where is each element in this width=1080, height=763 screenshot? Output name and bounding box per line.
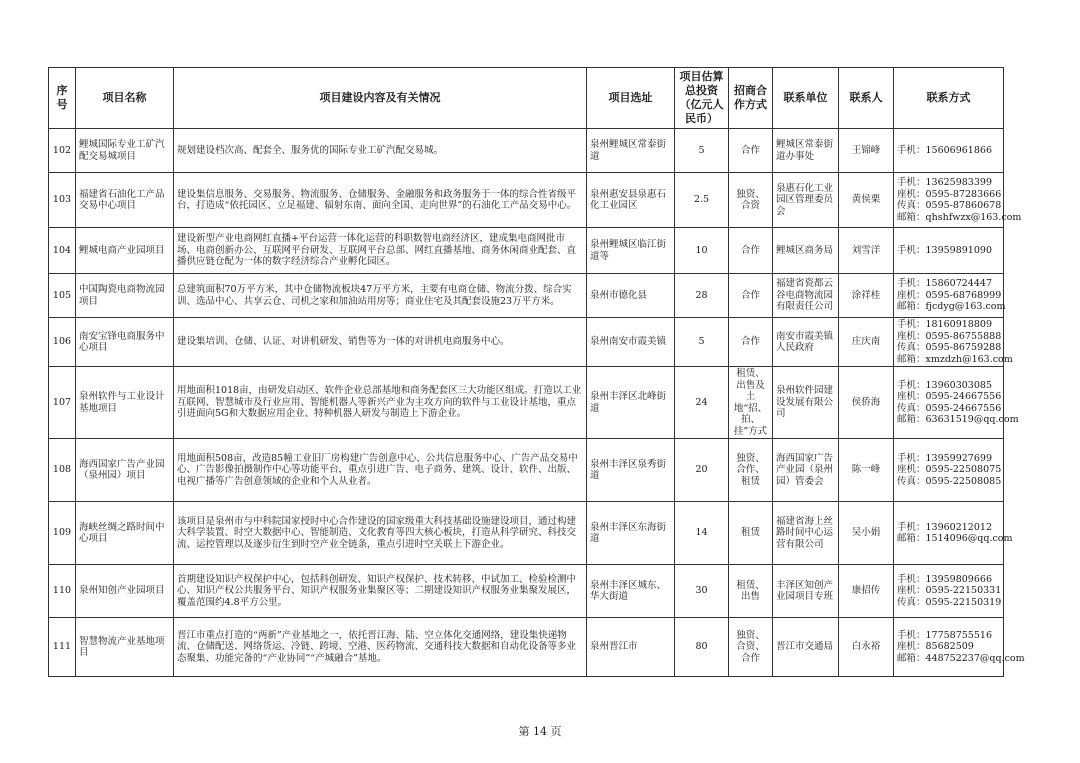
contact-cell bbox=[894, 318, 1013, 367]
contact-line: 座机：0595-86755888 bbox=[897, 330, 1002, 342]
table-header-row bbox=[49, 68, 1004, 129]
contact-line: 手机：15860724447 bbox=[897, 278, 992, 290]
header-person: 联系人 bbox=[839, 68, 894, 129]
contact-line: 传真：0595-22150319 bbox=[897, 596, 1002, 608]
header-content: 项目建设内容及有关情况 bbox=[174, 68, 587, 129]
name-cell: 海峡丝绸之路时间中心项目 bbox=[76, 502, 174, 565]
table-row bbox=[49, 502, 1004, 565]
location-cell: 泉州丰泽区北峰街道 bbox=[587, 367, 675, 439]
name-cell: 海西国家广告产业园（泉州园）项目 bbox=[76, 439, 174, 502]
investment-cell: 30 bbox=[675, 565, 729, 618]
contact-line: 手机：13959809666 bbox=[897, 573, 992, 585]
person-cell: 白永裕 bbox=[839, 618, 894, 677]
person-cell: 涂祥桂 bbox=[839, 274, 894, 318]
contact-line: 邮箱：xmzdzh@163.com bbox=[897, 353, 1013, 365]
content-cell: 总建筑面积70万平方米，其中仓储物流板块47万平方米，主要有电商仓储、物流分拨、综合实训、选品中心、共享云仓、司机之家和加油站用房等；商业住宅及其配套设施23万平方米。 bbox=[174, 274, 587, 318]
page-number: 第 14 页 bbox=[518, 725, 562, 738]
seq-cell: 111 bbox=[49, 618, 76, 677]
mode-cell: 合作 bbox=[729, 129, 773, 173]
contact-cell bbox=[894, 129, 1004, 173]
header-mode: 招商合作方式 bbox=[729, 68, 773, 129]
contact-line: 座机：0595-87283666 bbox=[897, 188, 1002, 200]
contact-line: 传真：0595-24667556 bbox=[897, 402, 1002, 414]
person-cell: 王锦峰 bbox=[839, 129, 894, 173]
header-investment: 项目估算总投资（亿元人民币） bbox=[675, 68, 729, 129]
name-cell: 泉州软件与工业设计基地项目 bbox=[76, 367, 174, 439]
person-cell: 吴小娟 bbox=[839, 502, 894, 565]
location-cell: 泉州鲤城区临江街道等 bbox=[587, 228, 675, 274]
name-cell: 智慧物流产业基地项目 bbox=[76, 618, 174, 677]
location-cell: 泉州惠安县泉惠石化工业园区 bbox=[587, 173, 675, 228]
contact-line: 座机：0595-24667556 bbox=[897, 391, 1002, 402]
table-row bbox=[49, 274, 1004, 318]
contact-line: 手机：17758755516 bbox=[897, 629, 992, 641]
contact-line: 座机：0595-22508075 bbox=[897, 464, 1002, 476]
content-cell: 用地面积508亩，改造85幢工业旧厂房构建广告创意中心、公共信息服务中心、广告产品交易中心、广告影像拍摄制作中心等功能平台，重点引进广告、电子商务、建筑、设计、软件、出版、电视广播等广告创意领域的企业和个人从业者。 bbox=[174, 439, 587, 502]
investment-cell: 10 bbox=[675, 228, 729, 274]
person-cell: 刘雪洋 bbox=[839, 228, 894, 274]
unit-cell: 鲤城区商务局 bbox=[773, 228, 839, 274]
seq-cell: 102 bbox=[49, 129, 76, 173]
contact-line: 手机：13625983399 bbox=[897, 177, 992, 188]
location-cell: 泉州市德化县 bbox=[587, 274, 675, 318]
mode-cell: 合作 bbox=[729, 274, 773, 318]
contact-cell bbox=[894, 502, 1013, 565]
mode-cell: 租赁 bbox=[729, 502, 773, 565]
unit-cell: 海西国家广告产业园（泉州园）管委会 bbox=[773, 439, 839, 502]
contact-line: 邮箱：448752237@qq.com bbox=[897, 652, 1025, 664]
content-cell: 建设集培训、仓储、认证、对讲机研发、销售等为一体的对讲机电商服务中心。 bbox=[174, 318, 587, 367]
contact-cell bbox=[894, 228, 1004, 274]
person-cell: 康招传 bbox=[839, 565, 894, 618]
contact-cell bbox=[894, 367, 1019, 439]
content-cell: 建设集信息服务、交易服务、物流服务、仓储服务、金融服务和政务服务于一体的综合性省级平台，打造成“依托园区、立足福建、辐射东南、面向全国、走向世界”的石油化工产品交易中心。 bbox=[174, 173, 587, 228]
header-contact: 联系方式 bbox=[894, 68, 1004, 129]
header-location: 项目选址 bbox=[587, 68, 675, 129]
content-cell: 晋江市重点打造的“两新”产业基地之一，依托晋江海、陆、空立体化交通网络，建设集快递物流、仓储配送、网络货运、冷链、跨境、空港、医药物流、交通科技大数据和自动化设备等多业态聚集、功能完备的“产业协同”“产城融合”基地。 bbox=[174, 618, 587, 677]
table-row bbox=[49, 367, 1004, 439]
content-cell: 该项目是泉州市与中科院国家授时中心合作建设的国家级重大科技基础设施建设项目，通过构建大科学装置、时空大数据中心、智能制造、文化教育等四大核心板块，打造从科学研究、科技交流、运控管理以及逐步衍生到时空产业全链条，重点引进时空关联上下游企业。 bbox=[174, 502, 587, 565]
investment-cell: 28 bbox=[675, 274, 729, 318]
unit-cell: 泉惠石化工业园区管理委员会 bbox=[773, 173, 839, 228]
header-seq: 序号 bbox=[49, 68, 76, 129]
name-cell: 鲤城国际专业工矿汽配交易城项目 bbox=[76, 129, 174, 173]
investment-cell: 20 bbox=[675, 439, 729, 502]
table-row bbox=[49, 618, 1004, 677]
location-cell: 泉州南安市霞美镇 bbox=[587, 318, 675, 367]
contact-cell bbox=[894, 274, 1004, 318]
unit-cell: 南安市霞美镇人民政府 bbox=[773, 318, 839, 367]
contact-line: 邮箱：1514096@qq.com bbox=[897, 533, 1013, 544]
mode-cell: 合作 bbox=[729, 228, 773, 274]
header-name: 项目名称 bbox=[76, 68, 174, 129]
mode-cell: 合作 bbox=[729, 318, 773, 367]
name-cell: 南安宝锋电商服务中心项目 bbox=[76, 318, 174, 367]
name-cell: 鲤城电商产业园项目 bbox=[76, 228, 174, 274]
content-cell: 规划建设档次高、配套全、服务优的国际专业工矿汽配交易城。 bbox=[174, 129, 587, 173]
name-cell: 福建省石油化工产品交易中心项目 bbox=[76, 173, 174, 228]
location-cell: 泉州丰泽区城东、华大街道 bbox=[587, 565, 675, 618]
table-row bbox=[49, 439, 1004, 502]
seq-cell: 107 bbox=[49, 367, 76, 439]
table-row bbox=[49, 565, 1004, 618]
contact-line: 手机：13960303085 bbox=[897, 379, 992, 391]
investment-cell: 5 bbox=[675, 129, 729, 173]
table-row bbox=[49, 129, 1004, 173]
contact-line: 手机：13960212012 bbox=[897, 521, 992, 533]
table-row bbox=[49, 228, 1004, 274]
table-row bbox=[49, 318, 1004, 367]
person-cell: 黄侯栗 bbox=[839, 173, 894, 228]
contact-line: 手机：13959927699 bbox=[897, 452, 992, 464]
content-cell: 首期建设知识产权保护中心，包括科创研发、知识产权保护、技术转移、中试加工、检验检测中心、知识产权公共服务平台、知识产权服务业集聚区等；二期建设知识产权服务业集聚发展区，覆盖范围约4.8平方公里。 bbox=[174, 565, 587, 618]
mode-cell: 租赁、出售及土地“招、拍、挂”方式 bbox=[729, 367, 773, 439]
contact-line: 手机：15606961866 bbox=[897, 144, 992, 156]
mode-cell: 独资、合资 bbox=[729, 173, 773, 228]
contact-line: 手机：18160918809 bbox=[897, 319, 992, 330]
content-cell: 建设新型产业电商网红直播+平台运营一体化运营的科职数智电商经济区，建成集电商网批市场、电商创新办公、互联网平台研发、互联网平台总部、网红直播基地、商务休闲商业配套、直播供应链仓配为一体的数字经济综合产业孵化园区。 bbox=[174, 228, 587, 274]
investment-cell: 5 bbox=[675, 318, 729, 367]
seq-cell: 103 bbox=[49, 173, 76, 228]
unit-cell: 福建省瓷都云谷电商物流园有限责任公司 bbox=[773, 274, 839, 318]
person-cell: 庄庆南 bbox=[839, 318, 894, 367]
contact-line: 座机：0595-68768999 bbox=[897, 289, 1002, 301]
name-cell: 泉州知创产业园项目 bbox=[76, 565, 174, 618]
seq-cell: 110 bbox=[49, 565, 76, 618]
seq-cell: 105 bbox=[49, 274, 76, 318]
contact-line: 传真：0595-86759288 bbox=[897, 342, 1002, 353]
contact-line: 手机：13959891090 bbox=[897, 244, 992, 256]
location-cell: 泉州丰泽区东海街道 bbox=[587, 502, 675, 565]
table-row bbox=[49, 173, 1004, 228]
contact-line: 传真：0595-22508085 bbox=[897, 475, 1002, 487]
contact-line: 座机：0595-22150331 bbox=[897, 585, 1002, 597]
seq-cell: 104 bbox=[49, 228, 76, 274]
contact-line: 邮箱：fjcdyg@163.com bbox=[897, 301, 1006, 313]
unit-cell: 福建省海上丝路时间中心运营有限公司 bbox=[773, 502, 839, 565]
location-cell: 泉州晋江市 bbox=[587, 618, 675, 677]
unit-cell: 泉州软件园建设发展有限公司 bbox=[773, 367, 839, 439]
contact-line: 传真：0595-87860678 bbox=[897, 200, 1002, 211]
contact-line: 座机：85682509 bbox=[897, 641, 974, 653]
seq-cell: 108 bbox=[49, 439, 76, 502]
investment-cell: 24 bbox=[675, 367, 729, 439]
header-unit: 联系单位 bbox=[773, 68, 839, 129]
mode-cell: 租赁、出售 bbox=[729, 565, 773, 618]
unit-cell: 丰泽区知创产业园项目专班 bbox=[773, 565, 839, 618]
seq-cell: 106 bbox=[49, 318, 76, 367]
person-cell: 侯侨海 bbox=[839, 367, 894, 439]
content-cell: 用地面积1018亩，由研发启动区、软件企业总部基地和商务配套区三大功能区组成。打造以工业互联网、智慧城市及行业应用、智能机器人等新兴产业为主攻方向的软件与工业设计基地，重点引进面向5G和大数据应用企业、特种机器人研发与制造上下游企业。 bbox=[174, 367, 587, 439]
mode-cell: 独资、合作、租赁 bbox=[729, 439, 773, 502]
location-cell: 泉州鲤城区常泰街道 bbox=[587, 129, 675, 173]
seq-cell: 109 bbox=[49, 502, 76, 565]
investment-cell: 80 bbox=[675, 618, 729, 677]
person-cell: 陈一峰 bbox=[839, 439, 894, 502]
contact-cell bbox=[894, 173, 1022, 228]
contact-cell bbox=[894, 565, 1004, 618]
contact-cell bbox=[894, 439, 1004, 502]
unit-cell: 鲤城区常泰街道办事处 bbox=[773, 129, 839, 173]
contact-cell bbox=[894, 618, 1025, 677]
investment-cell: 14 bbox=[675, 502, 729, 565]
unit-cell: 晋江市交通局 bbox=[773, 618, 839, 677]
mode-cell: 独资、合资、合作 bbox=[729, 618, 773, 677]
name-cell: 中国陶瓷电商物流园项目 bbox=[76, 274, 174, 318]
contact-line: 邮箱：qhshfwzx@163.com bbox=[897, 211, 1022, 223]
investment-cell: 2.5 bbox=[675, 173, 729, 228]
project-table bbox=[48, 67, 1025, 677]
location-cell: 泉州丰泽区泉秀街道 bbox=[587, 439, 675, 502]
contact-line: 邮箱：63631519@qq.com bbox=[897, 414, 1019, 425]
